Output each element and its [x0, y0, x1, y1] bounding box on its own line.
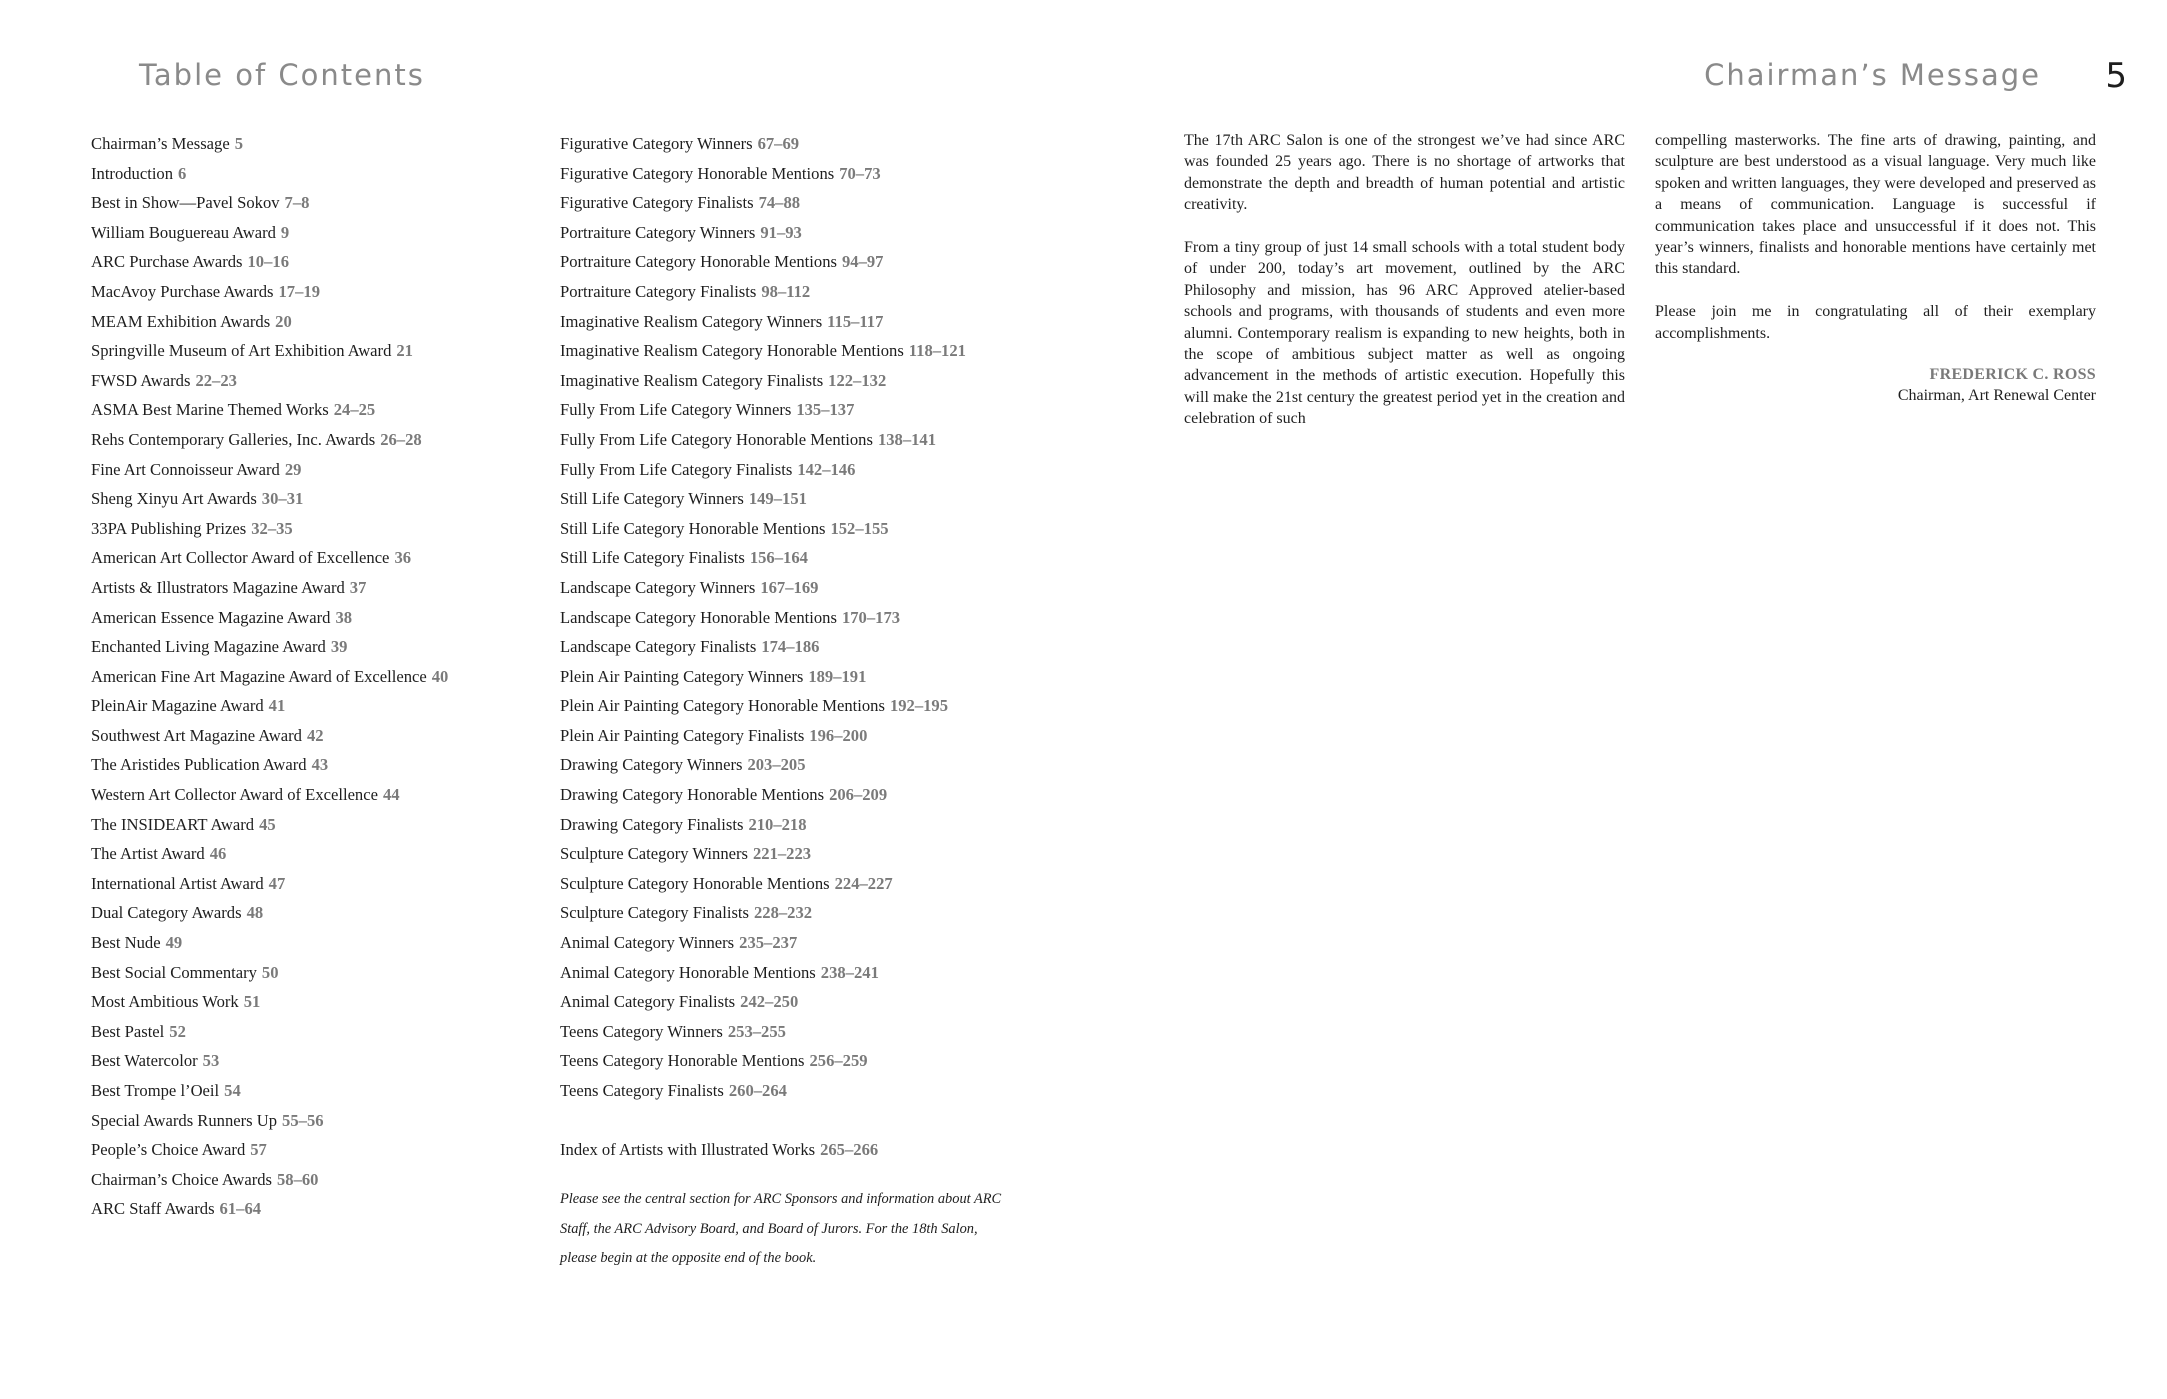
toc-entry-pages: 206–209	[829, 785, 888, 805]
toc-entry-label: FWSD Awards	[91, 370, 191, 390]
toc-entry-label: Best Nude	[91, 933, 161, 953]
toc-entry	[560, 425, 1060, 455]
toc-entry	[91, 987, 521, 1017]
toc-entry	[91, 1017, 521, 1047]
toc-entry-label: Still Life Category Winners	[560, 489, 744, 509]
toc-entry	[560, 691, 1060, 721]
toc-entry-pages: 20	[275, 311, 292, 331]
toc-entry-label: Drawing Category Winners	[560, 755, 743, 775]
toc-entry-label: Plein Air Painting Category Finalists	[560, 725, 805, 745]
toc-entry-pages: 22–23	[195, 370, 237, 390]
toc-entry	[560, 1046, 1060, 1076]
toc-entry-pages: 221–223	[752, 844, 812, 864]
toc-entry-label: Landscape Category Finalists	[560, 637, 757, 657]
toc-entry-label: Most Ambitious Work	[91, 992, 239, 1012]
toc-entry-pages: 53	[202, 1051, 220, 1071]
toc-entry	[560, 632, 1060, 662]
toc-entry	[560, 543, 1060, 573]
toc-entry-label: Rehs Contemporary Galleries, Inc. Awards	[91, 429, 376, 449]
toc-entry	[560, 750, 1060, 780]
toc-entry-pages: 70–73	[839, 163, 881, 183]
toc-entry	[560, 898, 1060, 928]
toc-entry-label: Drawing Category Honorable Mentions	[560, 785, 825, 805]
toc-entry-pages: 196–200	[809, 725, 868, 745]
toc-entry	[560, 336, 1060, 366]
toc-entry	[560, 869, 1060, 899]
toc-entry-label: Portraiture Category Winners	[560, 222, 756, 242]
toc-entry-label: Portraiture Category Honorable Mentions	[560, 252, 837, 272]
toc-entry	[91, 958, 521, 988]
toc-note: Please see the central section for ARC Sponsors and information about ARC Staff, the ARC Advisory Board, and Board of Jurors. For the 18th Salon, please begin at the opposite end of the book.	[560, 1191, 1002, 1267]
toc-entry-label: Figurative Category Finalists	[560, 193, 754, 213]
toc-entry-label: Best Trompe l’Oeil	[91, 1081, 220, 1100]
toc-entry-label: Sculpture Category Finalists	[560, 903, 749, 923]
toc-entry	[560, 159, 1060, 189]
toc-entry-label: Best Pastel	[91, 1021, 165, 1041]
toc-entry	[91, 662, 521, 692]
toc-entry-label: Index of Artists with Illustrated Works	[560, 1140, 816, 1160]
toc-entry-pages: 47	[268, 873, 286, 893]
toc-entry-label: Plein Air Painting Category Winners	[560, 666, 804, 686]
toc-entry-label: Landscape Category Honorable Mentions	[560, 607, 837, 627]
toc-entry-pages: 6	[178, 163, 187, 183]
message-paragraph: The 17th ARC Salon is one of the strongest we’ve had since ARC was founded 25 years ago. There is no shortage of artworks that demonstrate the depth and breadth of human potential and artistic creativity.	[1184, 132, 1625, 214]
toc-entry	[91, 218, 521, 248]
toc-entry	[91, 898, 521, 928]
toc-entry-pages: 42	[306, 725, 324, 745]
toc-entry-label: Chairman’s Message	[91, 134, 230, 153]
toc-entry-label: MEAM Exhibition Awards	[91, 311, 271, 331]
toc-entry-pages: 94–97	[841, 252, 884, 272]
toc-entry-label: The Aristides Publication Award	[91, 755, 307, 775]
toc-entry-label: Sculpture Category Winners	[560, 844, 748, 864]
toc-entry	[560, 928, 1060, 958]
toc-column-1	[91, 129, 521, 1224]
toc-entry-pages: 39	[330, 637, 348, 657]
toc-index-entry	[560, 1135, 1060, 1165]
toc-entry	[91, 573, 521, 603]
toc-entry	[560, 1076, 1060, 1106]
toc-entry-pages: 44	[382, 785, 400, 805]
toc-entry	[91, 1076, 521, 1106]
toc-entry-label: American Art Collector Award of Excellence	[91, 548, 390, 568]
toc-entry	[91, 129, 521, 159]
toc-entry-pages: 265–266	[820, 1140, 879, 1160]
toc-entry	[560, 455, 1060, 485]
toc-entry	[91, 277, 521, 307]
toc-entry	[91, 839, 521, 869]
toc-entry-pages: 174–186	[761, 637, 820, 657]
toc-entry	[91, 750, 521, 780]
toc-entry-label: Teens Category Finalists	[560, 1081, 724, 1100]
toc-entry-pages: 203–205	[747, 755, 806, 775]
toc-entry-pages: 50	[261, 962, 279, 982]
toc-entry-label: American Essence Magazine Award	[91, 607, 331, 627]
toc-entry-pages: 122–132	[828, 370, 887, 390]
toc-entry-pages: 37	[349, 577, 367, 597]
toc-entry	[560, 366, 1060, 396]
toc-entry	[91, 455, 521, 485]
toc-entry-label: William Bouguereau Award	[91, 222, 276, 242]
toc-entry-label: Southwest Art Magazine Award	[91, 725, 302, 745]
toc-entry-label: Best Watercolor	[91, 1051, 198, 1071]
toc-entry	[91, 632, 521, 662]
toc-entry-pages: 26–28	[380, 429, 422, 449]
toc-entry-pages: 238–241	[820, 962, 879, 982]
toc-entry-pages: 21	[396, 341, 413, 361]
toc-entry-pages: 52	[169, 1021, 186, 1041]
toc-entry-pages: 10–16	[247, 252, 289, 272]
toc-entry	[91, 721, 521, 751]
toc-entry-pages: 41	[268, 696, 286, 716]
toc-entry	[91, 691, 521, 721]
toc-entry-label: Imaginative Realism Category Honorable Mentions	[560, 341, 904, 361]
toc-entry-label: Chairman’s Choice Awards	[91, 1169, 272, 1189]
toc-entry-label: Best in Show—Pavel Sokov	[91, 193, 280, 213]
toc-entry-pages: 7–8	[284, 193, 310, 213]
toc-entry-pages: 189–191	[808, 666, 867, 686]
toc-entry-label: Imaginative Realism Category Finalists	[560, 370, 824, 390]
toc-entry	[91, 188, 521, 218]
toc-entry-label: Drawing Category Finalists	[560, 814, 744, 834]
toc-entry	[560, 721, 1060, 751]
toc-entry-pages: 91–93	[760, 222, 802, 242]
toc-entry-pages: 152–155	[830, 518, 889, 538]
toc-entry-label: Sculpture Category Honorable Mentions	[560, 873, 830, 893]
toc-entry-label: ASMA Best Marine Themed Works	[91, 400, 329, 420]
toc-entry	[91, 484, 521, 514]
toc-entry-label: Landscape Category Winners	[560, 577, 756, 597]
toc-entry	[91, 1046, 521, 1076]
toc-entry-pages: 256–259	[809, 1051, 868, 1071]
toc-entry	[91, 810, 521, 840]
toc-entry-pages: 57	[250, 1140, 267, 1160]
toc-entry	[91, 869, 521, 899]
toc-entry-label: Artists & Illustrators Magazine Award	[91, 577, 345, 597]
toc-entry	[560, 218, 1060, 248]
toc-entry	[91, 395, 521, 425]
toc-entry-label: Fine Art Connoisseur Award	[91, 459, 280, 479]
toc-entry	[91, 159, 521, 189]
toc-entry-label: Introduction	[91, 163, 174, 183]
toc-entry-pages: 192–195	[889, 696, 949, 716]
toc-entry-label: Portraiture Category Finalists	[560, 281, 757, 301]
toc-entry-pages: 135–137	[796, 400, 855, 420]
toc-entry	[91, 1135, 521, 1165]
toc-entry-pages: 142–146	[797, 459, 856, 479]
toc-entry-pages: 32–35	[251, 518, 293, 538]
toc-entry-pages: 38	[335, 607, 353, 627]
toc-entry-label: Figurative Category Honorable Mentions	[560, 163, 835, 183]
toc-entry	[91, 307, 521, 337]
toc-entry-pages: 260–264	[728, 1081, 787, 1100]
toc-entry-pages: 67–69	[757, 134, 800, 153]
toc-entry-pages: 29	[284, 459, 302, 479]
toc-entry-label: Enchanted Living Magazine Award	[91, 637, 326, 657]
toc-entry-label: Western Art Collector Award of Excellence	[91, 785, 378, 805]
toc-entry-label: PleinAir Magazine Award	[91, 696, 264, 716]
toc-entry-pages: 228–232	[753, 903, 813, 923]
toc-spacer	[560, 1106, 1060, 1136]
toc-entry-pages: 40	[431, 666, 449, 686]
toc-entry-pages: 55–56	[282, 1110, 324, 1130]
toc-entry-pages: 74–88	[758, 193, 801, 213]
toc-entry-pages: 156–164	[749, 548, 808, 568]
toc-entry-label: Teens Category Honorable Mentions	[560, 1051, 805, 1071]
toc-entry-pages: 170–173	[841, 607, 901, 627]
message-column-2	[1655, 130, 2096, 365]
toc-entry	[560, 188, 1060, 218]
toc-entry-label: Imaginative Realism Category Winners	[560, 311, 823, 331]
toc-entry-label: Plein Air Painting Category Honorable Mentions	[560, 696, 885, 716]
toc-entry-pages: 45	[259, 814, 276, 834]
toc-entry-pages: 48	[246, 903, 264, 923]
toc-entry-pages: 98–112	[761, 281, 811, 301]
toc-entry-pages: 149–151	[748, 489, 807, 509]
toc-entry-label: Best Social Commentary	[91, 962, 257, 982]
toc-entry-pages: 54	[224, 1081, 241, 1100]
toc-entry	[560, 1017, 1060, 1047]
toc-entry-label: The Artist Award	[91, 844, 205, 864]
message-paragraph: Please join me in congratulating all of their exemplary accomplishments.	[1655, 303, 2096, 342]
toc-entry	[560, 307, 1060, 337]
toc-entry	[560, 662, 1060, 692]
toc-entry	[91, 928, 521, 958]
page-number: 5	[2105, 56, 2127, 96]
signature-name: FREDERICK C. ROSS	[1929, 366, 2096, 383]
toc-entry-pages: 253–255	[727, 1021, 786, 1041]
toc-entry-label: Animal Category Finalists	[560, 992, 736, 1012]
toc-entry-label: Special Awards Runners Up	[91, 1110, 278, 1130]
toc-entry	[560, 484, 1060, 514]
toc-entry	[91, 366, 521, 396]
message-heading: Chairman’s Message	[1704, 58, 2041, 92]
toc-entry	[560, 573, 1060, 603]
toc-entry-label: Still Life Category Honorable Mentions	[560, 518, 826, 538]
toc-entry	[91, 336, 521, 366]
toc-entry-pages: 49	[165, 933, 183, 953]
toc-entry-label: Springville Museum of Art Exhibition Award	[91, 341, 392, 361]
toc-entry	[91, 603, 521, 633]
message-paragraph: From a tiny group of just 14 small schools with a total student body of under 200, today’s art movement, outlined by the ARC Philosophy and mission, has 96 ARC Approved atelier-based schools and programs, with thousands of students and even more alumni. Contemporary realism is expanding to new heights, both in the scope of ambitious subject matter as well as ongoing advancement in the methods of artistic execution. Hopefully this will make the 21st century the greatest period yet in the creation and celebration of such	[1184, 239, 1625, 428]
toc-entry	[560, 277, 1060, 307]
toc-entry-pages: 30–31	[261, 489, 304, 509]
toc-entry	[560, 810, 1060, 840]
toc-entry-label: 33PA Publishing Prizes	[91, 518, 247, 538]
toc-entry-label: ARC Purchase Awards	[91, 252, 243, 272]
toc-entry-label: People’s Choice Award	[91, 1140, 246, 1160]
toc-entry-pages: 5	[234, 134, 244, 153]
toc-entry-pages: 9	[280, 222, 290, 242]
toc-entry-label: Fully From Life Category Finalists	[560, 459, 793, 479]
toc-entry	[91, 780, 521, 810]
signature-block	[1655, 364, 2096, 407]
toc-entry	[560, 395, 1060, 425]
toc-entry	[560, 839, 1060, 869]
toc-entry-label: ARC Staff Awards	[91, 1199, 215, 1219]
toc-entry	[91, 543, 521, 573]
toc-entry-pages: 115–117	[827, 311, 884, 331]
toc-entry-pages: 138–141	[877, 429, 937, 449]
toc-entry	[91, 1165, 521, 1195]
toc-entry-pages: 24–25	[333, 400, 376, 420]
toc-entry	[560, 603, 1060, 633]
toc-entry-label: Fully From Life Category Winners	[560, 400, 792, 420]
toc-entry-pages: 235–237	[739, 933, 798, 953]
toc-entry	[91, 425, 521, 455]
toc-entry-pages: 210–218	[748, 814, 807, 834]
toc-entry-label: Dual Category Awards	[91, 903, 242, 923]
toc-entry-label: American Fine Art Magazine Award of Excellence	[91, 666, 427, 686]
toc-entry-pages: 51	[243, 992, 261, 1012]
toc-column-2	[560, 129, 1060, 1165]
toc-entry	[560, 780, 1060, 810]
toc-entry-pages: 17–19	[278, 281, 320, 301]
toc-entry-pages: 61–64	[219, 1199, 262, 1219]
toc-heading: Table of Contents	[139, 58, 425, 92]
signature-title: Chairman, Art Renewal Center	[1897, 387, 2096, 405]
toc-entry-label: Animal Category Winners	[560, 933, 735, 953]
toc-entry-label: Animal Category Honorable Mentions	[560, 962, 816, 982]
toc-entry	[91, 514, 521, 544]
toc-entry	[560, 129, 1060, 159]
toc-entry-pages: 118–121	[908, 341, 966, 361]
toc-entry	[560, 987, 1060, 1017]
message-paragraph: compelling masterworks. The fine arts of drawing, painting, and sculpture are best understood as a visual language. Very much like spoken and written languages, they were developed and preserved as a means of communication. Language is successful if communication takes place and unsuccessful if it does not. This year’s winners, finalists and honorable mentions have certainly met this standard.	[1655, 132, 2096, 278]
message-column-1	[1184, 130, 1625, 451]
toc-entry	[91, 1106, 521, 1136]
toc-entry-label: Figurative Category Winners	[560, 134, 753, 153]
toc-entry-label: International Artist Award	[91, 873, 264, 893]
toc-entry-label: Teens Category Winners	[560, 1021, 723, 1041]
toc-entry-label: Fully From Life Category Honorable Mentions	[560, 429, 873, 449]
toc-entry-label: Still Life Category Finalists	[560, 548, 745, 568]
toc-entry-pages: 58–60	[276, 1169, 319, 1189]
toc-entry-label: MacAvoy Purchase Awards	[91, 281, 274, 301]
toc-entry	[91, 1194, 521, 1224]
toc-entry-pages: 46	[209, 844, 227, 864]
toc-entry-pages: 242–250	[740, 992, 799, 1012]
toc-entry-label: The INSIDEART Award	[91, 814, 255, 834]
toc-entry	[91, 247, 521, 277]
toc-entry-pages: 224–227	[834, 873, 893, 893]
toc-entry	[560, 958, 1060, 988]
toc-entry-pages: 43	[311, 755, 329, 775]
toc-entry-label: Sheng Xinyu Art Awards	[91, 489, 257, 509]
toc-entry	[560, 247, 1060, 277]
toc-entry	[560, 514, 1060, 544]
toc-entry-pages: 167–169	[760, 577, 819, 597]
toc-entry-pages: 36	[394, 548, 412, 568]
